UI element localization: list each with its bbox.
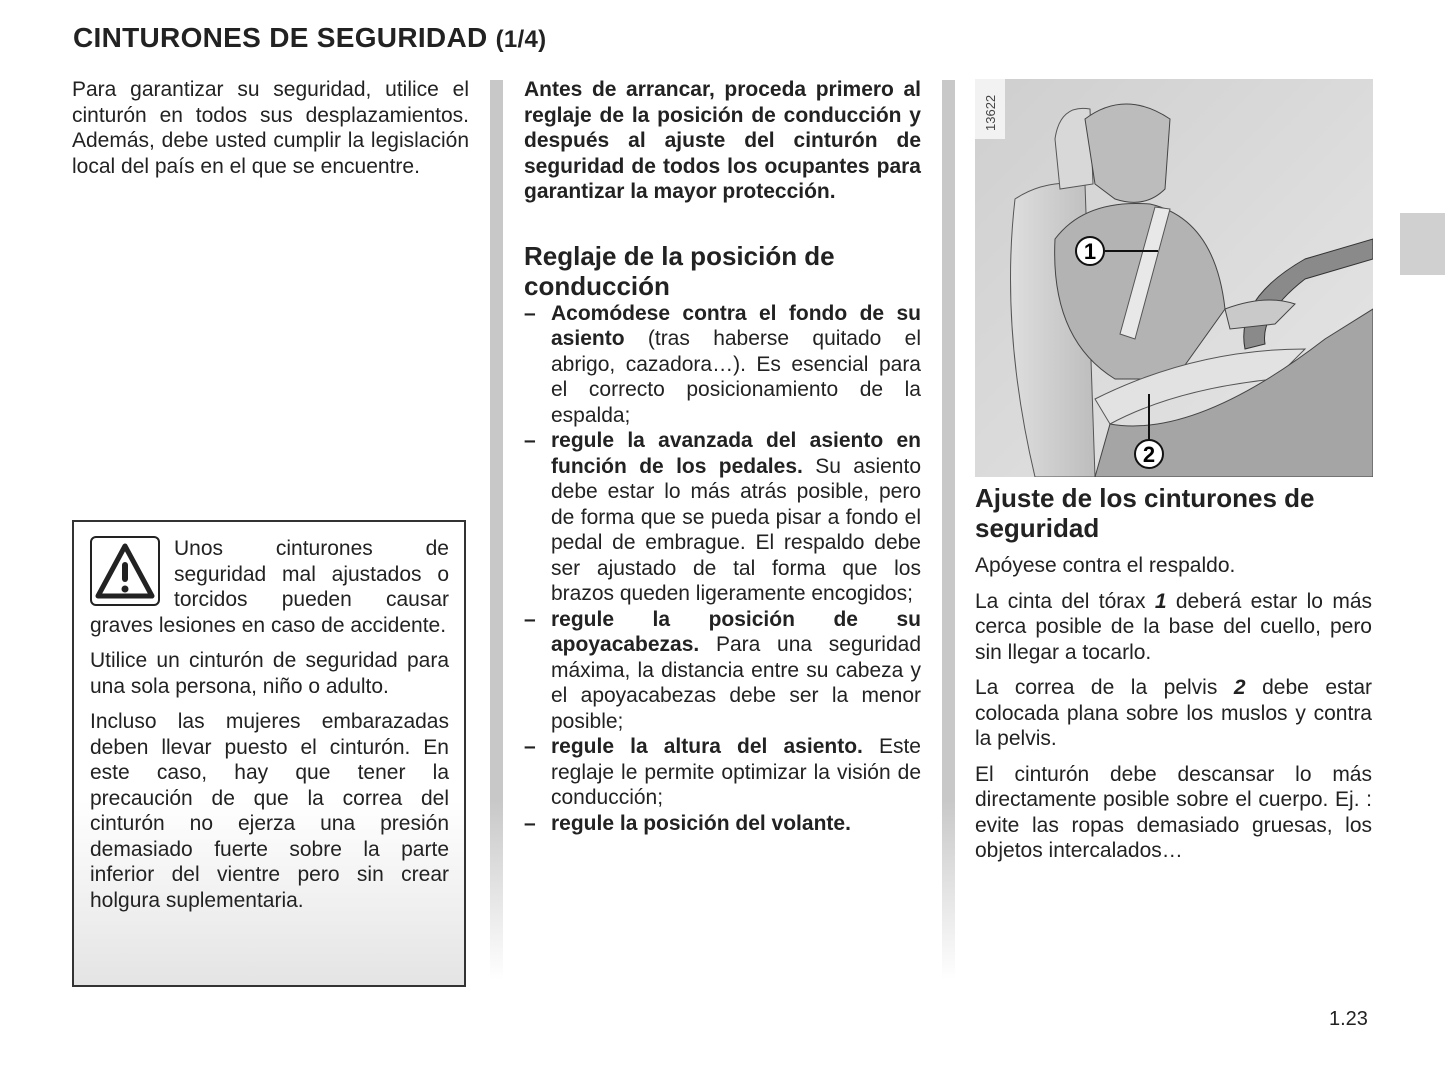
- text: La cinta del tórax: [975, 589, 1155, 613]
- item-bold: Acomódese contra el fondo de su asiento: [551, 301, 921, 350]
- column-1: [72, 77, 469, 189]
- dash: –: [524, 811, 536, 835]
- callout-2: 2: [1142, 442, 1156, 467]
- list-item: [524, 607, 921, 735]
- section-heading: Ajuste de los cinturones de seguridad: [975, 483, 1315, 543]
- dash: –: [524, 735, 536, 758]
- text: deberá estar lo más cerca posible de la base del cuello, pero sin llegar a tocarlo.: [975, 589, 1373, 664]
- list-item: [524, 811, 921, 837]
- intro-paragraph: Para garantizar su seguridad, utilice el cinturón en todos sus desplazamientos. Además, debe usted cumplir la legislación local del país en el que se encuentre.: [72, 78, 469, 178]
- paragraph: [975, 675, 1372, 752]
- column-3: [975, 483, 1372, 874]
- item-bold: regule la altura del asiento.: [551, 735, 863, 758]
- paragraph: El cinturón debe descansar lo más directamente posible sobre el cuerpo. Ej. : evite las ropas demasiado gruesas, los objetos intercalados…: [975, 762, 1372, 862]
- callout-1: 1: [1083, 239, 1097, 264]
- item-text: Su asiento debe estar lo más atrás posible, pero de forma que se pueda pisar a fondo el pedal de embrague. El respaldo debe ser ajustado de tal forma que los brazos queden ligeramente encogidos;: [551, 454, 921, 605]
- section-heading: Reglaje de la posición de conducción: [524, 240, 835, 301]
- column-divider: [490, 80, 503, 980]
- adjustment-list: [524, 301, 921, 837]
- warning-text-1: Unos cinturones de seguridad mal ajustados o torcidos pueden causar graves lesiones en caso de accidente.: [90, 537, 449, 637]
- item-text: (tras haberse quitado el abrigo, cazadora…). Es esencial para el correcto posicionamiento de la espalda;: [551, 327, 921, 427]
- text: debe estar colocada plana sobre los muslos y contra la pelvis.: [975, 676, 1373, 750]
- paragraph: [975, 589, 1372, 666]
- column-divider: [942, 80, 955, 980]
- warning-text-3: Incluso las mujeres embarazadas deben llevar puesto el cinturón. En este caso, hay que tener la precaución de que la correa del cinturón no ejerza una presión demasiado fuerte sobre la parte inferior del vientre pero sin crear holgura suplementaria.: [90, 710, 449, 912]
- item-text: Para una seguridad máxima, la distancia entre su cabeza y el apoyacabezas debe ser la menor posible;: [551, 633, 921, 733]
- title-suffix: (1/4): [495, 26, 547, 53]
- item-bold: regule la avanzada del asiento en función de los pedales.: [551, 429, 921, 478]
- dash: –: [524, 607, 536, 631]
- list-item: [524, 301, 921, 429]
- item-bold: regule la posición del volante.: [551, 811, 851, 835]
- ref-number: 1: [1154, 589, 1167, 613]
- page-number: 1.23: [1329, 1008, 1368, 1030]
- paragraph: Apóyese contra el respaldo.: [975, 554, 1236, 577]
- dash: –: [524, 429, 536, 452]
- list-item: [524, 734, 921, 811]
- item-bold: regule la posición de su apoyacabezas.: [551, 607, 921, 656]
- warning-triangle-icon: [90, 536, 160, 606]
- page-title: [73, 22, 546, 54]
- column-2: [524, 77, 921, 836]
- warning-text-2: Utilice un cinturón de seguridad para una sola persona, niño o adulto.: [90, 649, 449, 698]
- section-tab-marker: [1400, 213, 1445, 275]
- item-text: Este reglaje le permite optimizar la visión de conducción;: [551, 735, 921, 809]
- list-item: [524, 428, 921, 607]
- intro-bold-paragraph: Antes de arrancar, proceda primero al reglaje de la posición de conducción y después al ajuste del cinturón de seguridad de todos los ocupantes para garantizar la mayor protección.: [524, 78, 921, 203]
- warning-box: [72, 520, 466, 987]
- seatbelt-illustration: [975, 79, 1373, 477]
- figure-ref-number: 13622: [983, 94, 998, 131]
- ref-number: 2: [1233, 676, 1246, 699]
- text: La correa de la pelvis: [975, 676, 1234, 699]
- dash: –: [524, 301, 536, 325]
- title-text: CINTURONES DE SEGURIDAD: [73, 22, 488, 53]
